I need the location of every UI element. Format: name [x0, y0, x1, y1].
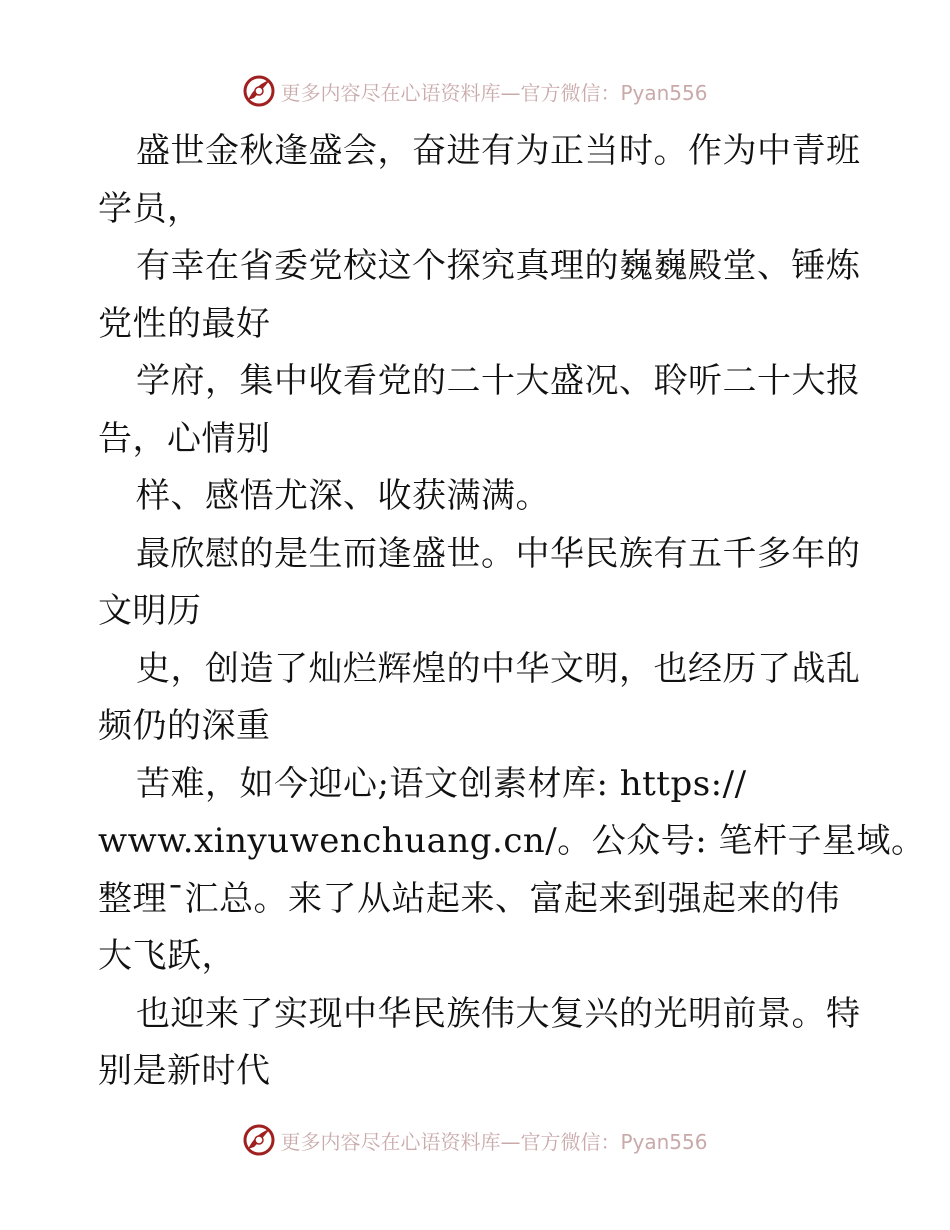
- text-line: 整理¯汇总。来了从站起来、富起来到强起来的伟: [98, 878, 840, 919]
- text-line: 频仍的深重: [98, 706, 271, 746]
- text-line: 文明历: [98, 591, 202, 631]
- text-line: www.xinyuwenchuang.cn/。公众号: 笔杆子星域。: [98, 821, 926, 861]
- text-line: 学府，集中收看党的二十大盛况、聆听二十大报: [136, 361, 861, 401]
- text-line: 也迎来了实现中华民族伟大复兴的光明前景。特: [136, 993, 861, 1034]
- text-line: 有幸在省委党校这个探究真理的巍巍殿堂、锤炼: [136, 246, 861, 286]
- text-line: 大飞跃，: [98, 936, 236, 976]
- text-line: 盛世金秋逢盛会，奋进有为正当时。作为中青班: [136, 131, 861, 171]
- text-line: 别是新时代: [98, 1051, 271, 1091]
- text-line: 最欣慰的是生而逢盛世。中华民族有五千多年的: [136, 533, 861, 574]
- text-line: 党性的最好: [98, 303, 271, 344]
- document-body: [98, 123, 926, 1101]
- header-watermark: [0, 71, 950, 111]
- text-line: 苦难，如今迎心;语文创素材库: https://: [136, 763, 747, 804]
- watermark-text: 更多内容尽在心语资料库—官方微信：Pyan556: [280, 1129, 708, 1154]
- text-line: 史，创造了灿烂辉煌的中华文明，也经历了战乱: [136, 648, 861, 689]
- footer-watermark: [0, 1120, 950, 1160]
- brush-logo-icon: [242, 1123, 276, 1157]
- text-line: 学员，: [98, 188, 202, 229]
- watermark-text: 更多内容尽在心语资料库—官方微信：Pyan556: [280, 80, 708, 105]
- text-line: 告，心情别: [98, 418, 271, 459]
- text-line: 样、感悟尤深、收获满满。: [136, 476, 550, 516]
- brush-logo-icon: [242, 74, 276, 108]
